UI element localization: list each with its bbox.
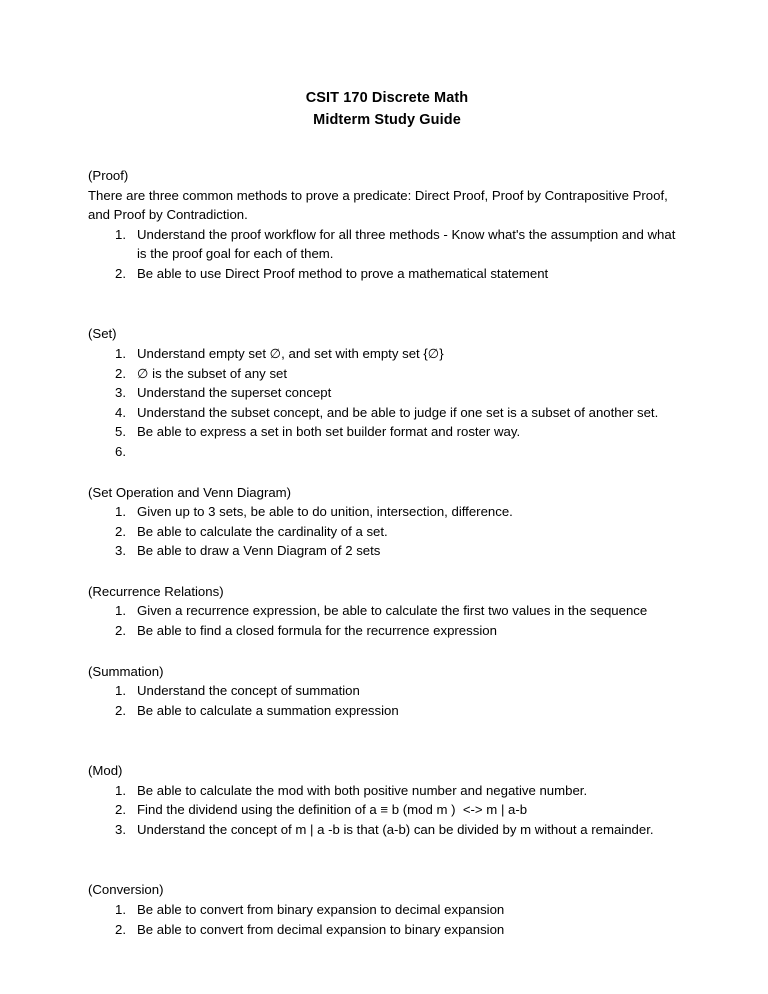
list-item-marker: 2. bbox=[115, 702, 126, 718]
list-item bbox=[88, 442, 686, 462]
list-item-text: Be able to draw a Venn Diagram of 2 sets bbox=[137, 543, 381, 559]
list-item-marker: 1. bbox=[115, 782, 126, 798]
list-item bbox=[88, 701, 686, 721]
list-item-marker: 1. bbox=[115, 683, 126, 698]
list-item-marker: 2. bbox=[115, 921, 126, 937]
list-item-marker: 3. bbox=[115, 821, 126, 837]
section-spacer bbox=[88, 131, 686, 166]
list-item-text: Be able to find a closed formula for the recurrence expression bbox=[137, 622, 497, 638]
section-header: (Mod) bbox=[88, 763, 123, 779]
list-item-text: Be able to calculate a summation expression bbox=[137, 702, 399, 718]
list-item-marker: 1. bbox=[115, 226, 126, 242]
list-item-text: Be able to calculate the cardinality of a set. bbox=[137, 523, 388, 539]
section-spacer bbox=[88, 720, 686, 761]
list-item bbox=[88, 920, 686, 940]
list-item-marker: 1. bbox=[115, 345, 126, 361]
section-proof bbox=[88, 166, 686, 283]
section-header: (Conversion) bbox=[88, 882, 164, 898]
numbered-list bbox=[88, 502, 686, 561]
list-item-text: Given up to 3 sets, be able to do unition, intersection, difference. bbox=[137, 504, 513, 520]
list-item bbox=[88, 522, 686, 542]
numbered-list bbox=[88, 344, 686, 462]
list-item bbox=[88, 681, 686, 701]
list-item-text: Understand the superset concept bbox=[137, 385, 332, 401]
section-header: (Recurrence Relations) bbox=[88, 583, 224, 599]
list-item bbox=[88, 264, 686, 284]
section-spacer bbox=[88, 641, 686, 662]
list-item bbox=[88, 225, 686, 264]
list-item-text: Be able to convert from binary expansion to decimal expansion bbox=[137, 901, 505, 917]
list-item-marker: 6. bbox=[115, 443, 126, 459]
list-item bbox=[88, 621, 686, 641]
section-header: (Set) bbox=[88, 326, 117, 342]
list-item bbox=[88, 900, 686, 920]
list-item-text: Understand the subset concept, and be able to judge if one set is a subset of another set. bbox=[137, 404, 659, 420]
list-item-text: ∅ is the subset of any set bbox=[137, 365, 288, 381]
list-item bbox=[88, 781, 686, 801]
list-item-marker: 2. bbox=[115, 622, 126, 638]
sections-container bbox=[88, 131, 686, 939]
title-line-2: Midterm Study Guide bbox=[313, 111, 461, 128]
section-set bbox=[88, 324, 686, 461]
list-item-marker: 2. bbox=[115, 802, 126, 818]
list-item-marker: 5. bbox=[115, 424, 126, 440]
numbered-list bbox=[88, 781, 686, 840]
section-mod bbox=[88, 761, 686, 839]
section-spacer bbox=[88, 462, 686, 483]
list-item-text: Understand the proof workflow for all three methods - Know what's the assumption and what is the proof goal for each of them. bbox=[137, 226, 680, 262]
list-item-text: Be able to express a set in both set builder format and roster way. bbox=[137, 424, 521, 440]
section-spacer bbox=[88, 839, 686, 880]
list-item bbox=[88, 541, 686, 561]
page-title bbox=[88, 88, 686, 131]
numbered-list bbox=[88, 900, 686, 939]
section-spacer bbox=[88, 561, 686, 582]
list-item bbox=[88, 820, 686, 840]
section-recurrence-relations bbox=[88, 582, 686, 641]
list-item-marker: 4. bbox=[115, 404, 126, 420]
list-item bbox=[88, 800, 686, 820]
list-item-marker: 3. bbox=[115, 385, 126, 401]
title-line-1: CSIT 170 Discrete Math bbox=[305, 90, 469, 106]
section-header: (Proof) bbox=[88, 168, 129, 183]
section-header: (Summation) bbox=[88, 663, 164, 679]
list-item-marker: 2. bbox=[115, 523, 126, 539]
list-item bbox=[88, 403, 686, 423]
list-item-text: Understand the concept of m | a -b is that (a-b) can be divided by m without a remainder. bbox=[137, 821, 654, 837]
list-item-text: Be able to use Direct Proof method to prove a mathematical statement bbox=[137, 265, 549, 281]
section-set-operation-and-venn-diagram bbox=[88, 483, 686, 561]
list-item-text: Understand the concept of summation bbox=[137, 683, 360, 698]
list-item-marker: 2. bbox=[115, 365, 126, 381]
list-item-text: Understand empty set ∅, and set with empty set {∅} bbox=[137, 345, 444, 361]
list-item-text: Find the dividend using the definition of a ≡ b (mod m ) <-> m | a-b bbox=[137, 802, 528, 818]
list-item-text: Be able to calculate the mod with both positive number and negative number. bbox=[137, 782, 588, 798]
list-item bbox=[88, 502, 686, 522]
list-item bbox=[88, 364, 686, 384]
numbered-list bbox=[88, 681, 686, 720]
section-summation bbox=[88, 662, 686, 721]
list-item-marker: 1. bbox=[115, 504, 126, 520]
section-spacer bbox=[88, 283, 686, 324]
document-body bbox=[88, 88, 686, 939]
section-header: (Set Operation and Venn Diagram) bbox=[88, 484, 292, 500]
list-item-marker: 3. bbox=[115, 543, 126, 559]
section-paragraph: There are three common methods to prove a predicate: Direct Proof, Proof by Contrapositive Proof, and Proof by Contradiction. bbox=[88, 187, 672, 223]
section-conversion bbox=[88, 880, 686, 939]
list-item-text: Be able to convert from decimal expansion to binary expansion bbox=[137, 921, 505, 937]
list-item bbox=[88, 344, 686, 364]
list-item-text: Given a recurrence expression, be able to calculate the first two values in the sequence bbox=[137, 603, 648, 619]
list-item bbox=[88, 422, 686, 442]
list-item-marker: 1. bbox=[115, 901, 126, 917]
list-item-marker: 1. bbox=[115, 603, 126, 619]
list-item bbox=[88, 601, 686, 621]
numbered-list bbox=[88, 225, 686, 284]
list-item bbox=[88, 383, 686, 403]
numbered-list bbox=[88, 601, 686, 640]
list-item-marker: 2. bbox=[115, 265, 126, 281]
